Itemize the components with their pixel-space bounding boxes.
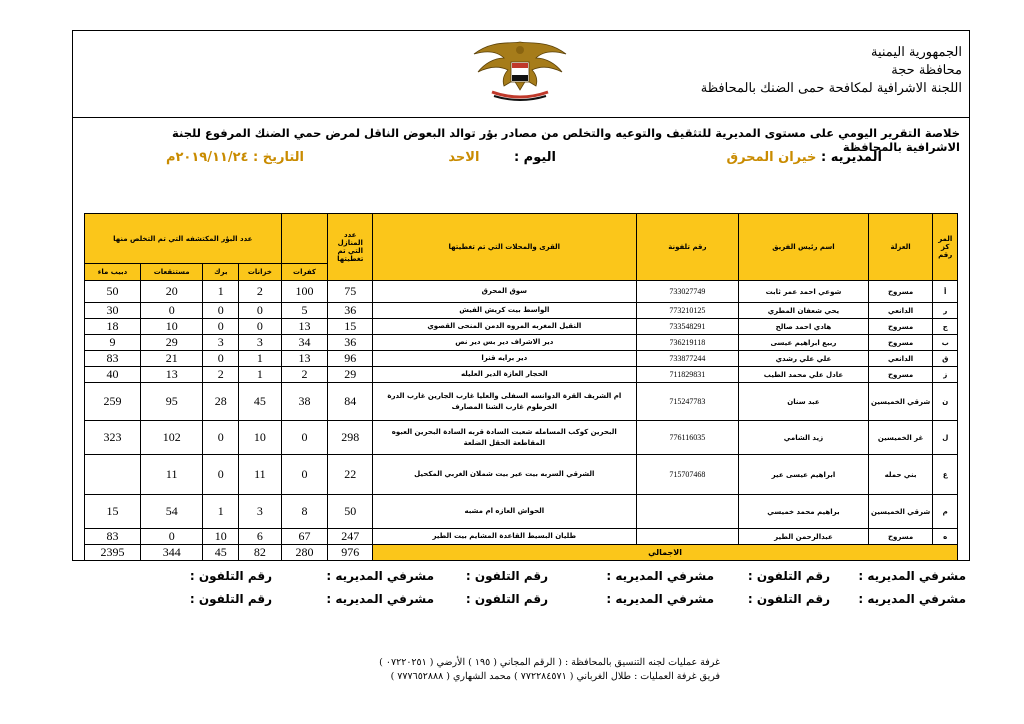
cell-tanks: 3	[239, 335, 281, 351]
total-pools: 45	[203, 545, 239, 561]
cell-leader: براهيم محمد خميسي	[739, 495, 868, 529]
cell-leader: عبدالرحمن الطير	[739, 529, 868, 545]
cell-tires: 13	[281, 319, 328, 335]
cell-barrels: 10	[140, 319, 203, 335]
cell-tires: 67	[281, 529, 328, 545]
cell-leader: هادي احمد صالح	[739, 319, 868, 335]
cell-water: 259	[85, 383, 141, 421]
table-row	[85, 319, 958, 335]
cell-code: ل	[933, 421, 958, 455]
eagle-emblem-icon	[470, 36, 570, 102]
footer-contacts	[340, 656, 720, 684]
header-block	[701, 44, 962, 98]
cell-barrels: 11	[140, 455, 203, 495]
header-country: الجمهورية اليمنية	[870, 45, 962, 60]
footer-operations-team: فريق غرفة العمليات : طلال الغرباني ( ٧٧٢٢٨٤٥٧١ ) محمد الشهاري ( ٧٧٧٦٥٢٨٨٨ )	[390, 671, 720, 682]
cell-leader: ابراهيم عيسى عير	[739, 455, 868, 495]
cell-tires: 0	[281, 455, 328, 495]
cell-pools: 2	[203, 367, 239, 383]
total-label: الاجمالي	[373, 545, 958, 561]
cell-area: مسروح	[868, 529, 933, 545]
col-phone-header: رقم تلفونة	[636, 214, 739, 281]
cell-area: الدانعي	[868, 303, 933, 319]
cell-pools: 0	[203, 421, 239, 455]
cell-phone: 715247783	[636, 383, 739, 421]
cell-phone	[636, 495, 739, 529]
cell-code: م	[933, 495, 958, 529]
cell-area: مسروح	[868, 319, 933, 335]
cell-water: 30	[85, 303, 141, 319]
cell-pools: 1	[203, 281, 239, 303]
cell-leader: يحي شعفان المطري	[739, 303, 868, 319]
header-governorate: محافظة حجة	[891, 63, 962, 78]
cell-pools: 0	[203, 319, 239, 335]
supervisor-phone-label: رقم التلفون :	[747, 592, 830, 606]
cell-tires: 100	[281, 281, 328, 303]
col-code-header: المر كز رقم	[933, 214, 958, 281]
cell-pools: 10	[203, 529, 239, 545]
cell-code: ه	[933, 529, 958, 545]
cell-pools: 0	[203, 303, 239, 319]
col-tires-top	[281, 214, 328, 264]
district-value: خيران المحرق	[726, 150, 817, 165]
cell-tanks: 10	[239, 421, 281, 455]
cell-tires: 38	[281, 383, 328, 421]
cell-water: 323	[85, 421, 141, 455]
cell-houses: 247	[328, 529, 373, 545]
cell-villages: ام الشريف القرة الدوانسه السفلى والعليا غارب الجارين غارب الدرة الخرطوم غارب الشنا المصارف	[373, 383, 636, 421]
cell-water: 83	[85, 529, 141, 545]
cell-phone: 711829831	[636, 367, 739, 383]
cell-barrels: 13	[140, 367, 203, 383]
cell-tires: 34	[281, 335, 328, 351]
cell-water: 15	[85, 495, 141, 529]
col-barrels-header: مستنقعات	[140, 264, 203, 281]
supervisor-phone-label: رقم التلفون :	[465, 569, 548, 583]
cell-water: 40	[85, 367, 141, 383]
cell-pools: 28	[203, 383, 239, 421]
cell-tanks: 45	[239, 383, 281, 421]
col-tanks-header: خزانات	[239, 264, 281, 281]
cell-water: 18	[85, 319, 141, 335]
cell-water: 9	[85, 335, 141, 351]
day-value: الاحد	[448, 150, 480, 165]
supervisor-phone-label: رقم التلفون :	[465, 592, 548, 606]
cell-tanks: 1	[239, 367, 281, 383]
cell-barrels: 0	[140, 529, 203, 545]
col-houses-header: عدد المنازل التي تم تغطيتها	[328, 214, 373, 281]
cell-area: غر الخميسين	[868, 421, 933, 455]
cell-villages: الحواش العازه ام مشبه	[373, 495, 636, 529]
cell-barrels: 21	[140, 351, 203, 367]
supervisor-phone-label: رقم التلفون :	[189, 592, 272, 606]
cell-area: مسروح	[868, 281, 933, 303]
cell-code: ن	[933, 383, 958, 421]
table-row	[85, 281, 958, 303]
date-label: التاريخ :	[253, 150, 304, 165]
cell-barrels: 0	[140, 303, 203, 319]
cell-tanks: 11	[239, 455, 281, 495]
day-field	[448, 150, 556, 165]
date-field	[166, 150, 304, 165]
total-houses: 976	[328, 545, 373, 561]
cell-leader: شوعي احمد عمر ثابت	[739, 281, 868, 303]
cell-phone: 776116035	[636, 421, 739, 455]
cell-water	[85, 455, 141, 495]
cell-villages: دير الاشراف دير بس دير نص	[373, 335, 636, 351]
table-row	[85, 495, 958, 529]
header-committee: اللجنة الاشرافية لمكافحة حمى الضنك بالمحافظة	[700, 81, 962, 96]
total-water: 2395	[85, 545, 141, 561]
cell-leader: عبد سنان	[739, 383, 868, 421]
district-field	[726, 150, 882, 165]
col-tires-header: كفرات	[281, 264, 328, 281]
cell-phone: 715707468	[636, 455, 739, 495]
supervisor-phone-label: رقم التلفون :	[747, 569, 830, 583]
cell-tanks: 6	[239, 529, 281, 545]
supervisor-label: مشرفي المديريه :	[606, 592, 714, 606]
cell-area: شرقي الخميسين	[868, 495, 933, 529]
cell-villages: سوق المحرق	[373, 281, 636, 303]
report-table	[84, 213, 958, 561]
cell-houses: 75	[328, 281, 373, 303]
col-water-header: دبيب ماء	[85, 264, 141, 281]
cell-tires: 8	[281, 495, 328, 529]
cell-code: أ	[933, 281, 958, 303]
cell-area: الدانعي	[868, 351, 933, 367]
col-area-header: العزلة	[868, 214, 933, 281]
cell-code: ق	[933, 351, 958, 367]
supervisor-label: مشرفي المديريه :	[326, 569, 434, 583]
cell-phone: 733548291	[636, 319, 739, 335]
cell-leader: ربيع ابراهيم عيسى	[739, 335, 868, 351]
cell-villages: الواسط بيت كريش الفيش	[373, 303, 636, 319]
table-row	[85, 335, 958, 351]
cell-tires: 2	[281, 367, 328, 383]
cell-barrels: 95	[140, 383, 203, 421]
cell-villages: البحرين كوكب المسامله شعبت السادة قربه السادة البحرين العبوه المقاطعة الحقل الضلعة	[373, 421, 636, 455]
col-pools-header: برك	[203, 264, 239, 281]
cell-houses: 22	[328, 455, 373, 495]
col-leader-header: اسم رئيس الفريق	[739, 214, 868, 281]
cell-leader: زيد الشامي	[739, 421, 868, 455]
cell-pools: 1	[203, 495, 239, 529]
cell-villages: الحجار العازة الدير العليله	[373, 367, 636, 383]
district-label: المديريه :	[820, 150, 882, 165]
cell-tires: 5	[281, 303, 328, 319]
cell-phone: 733027749	[636, 281, 739, 303]
cell-villages: الشرقي السربه بيت عير بيت شملان الغربي المكحيل	[373, 455, 636, 495]
cell-code: ع	[933, 455, 958, 495]
cell-code: ب	[933, 335, 958, 351]
supervisor-label: مشرفي المديريه :	[858, 569, 966, 583]
cell-pools: 3	[203, 335, 239, 351]
supervisor-label: مشرفي المديريه :	[326, 592, 434, 606]
cell-houses: 15	[328, 319, 373, 335]
cell-barrels: 29	[140, 335, 203, 351]
cell-houses: 36	[328, 303, 373, 319]
col-villages-header: القرى والمحلات التي تم تغطيتها	[373, 214, 636, 281]
report-title: خلاصة التقرير اليومي على مستوى المديرية للتثقيف والتوعيه والتخلص من مصادر بؤر توالد البعوض الناقل لمرض حمي الضنك المرفوع للجنة الاشرافية بالمحافظة	[172, 126, 960, 154]
cell-tanks: 0	[239, 319, 281, 335]
table-row	[85, 367, 958, 383]
cell-phone: 736219118	[636, 335, 739, 351]
cell-water: 83	[85, 351, 141, 367]
cell-villages: دير برايه قنرا	[373, 351, 636, 367]
table-row	[85, 351, 958, 367]
total-tanks: 82	[239, 545, 281, 561]
cell-leader: علي علي رشدي	[739, 351, 868, 367]
cell-tanks: 2	[239, 281, 281, 303]
cell-phone	[636, 529, 739, 545]
header-divider	[72, 117, 970, 118]
table-row	[85, 421, 958, 455]
footer-operations-room: غرفة عمليات لجنه التنسيق بالمحافظة : ( الرقم المجاني ( ١٩٥ ) الأرضي ( ٠٧٢٢٠٢٥١ )	[379, 657, 720, 668]
supervisor-label: مشرفي المديريه :	[606, 569, 714, 583]
cell-tanks: 0	[239, 303, 281, 319]
cell-tanks: 3	[239, 495, 281, 529]
table-row	[85, 455, 958, 495]
cell-villages: طليان البسيط القاعدة المشايم بيت الطير	[373, 529, 636, 545]
cell-pools: 0	[203, 351, 239, 367]
cell-phone: 733877244	[636, 351, 739, 367]
total-barrels: 344	[140, 545, 203, 561]
cell-houses: 298	[328, 421, 373, 455]
cell-code: ر	[933, 303, 958, 319]
table-row	[85, 383, 958, 421]
cell-houses: 84	[328, 383, 373, 421]
cell-area: مسروح	[868, 367, 933, 383]
total-row	[85, 545, 958, 561]
date-value: ٢٠١٩/١١/٢٤م	[165, 150, 249, 165]
cell-houses: 29	[328, 367, 373, 383]
cell-barrels: 102	[140, 421, 203, 455]
table-row	[85, 529, 958, 545]
cell-houses: 50	[328, 495, 373, 529]
cell-area: مسروح	[868, 335, 933, 351]
cell-pools: 0	[203, 455, 239, 495]
cell-phone: 773210125	[636, 303, 739, 319]
cell-tanks: 1	[239, 351, 281, 367]
supervisor-phone-label: رقم التلفون :	[189, 569, 272, 583]
cell-villages: النقيل المغربه المروه الدمن المنحى القصوي	[373, 319, 636, 335]
supervisor-label: مشرفي المديريه :	[858, 592, 966, 606]
cell-houses: 36	[328, 335, 373, 351]
total-tires: 280	[281, 545, 328, 561]
table-row	[85, 303, 958, 319]
cell-barrels: 20	[140, 281, 203, 303]
day-label: اليوم :	[513, 150, 556, 165]
cell-houses: 96	[328, 351, 373, 367]
cell-water: 50	[85, 281, 141, 303]
cell-barrels: 54	[140, 495, 203, 529]
cell-area: شرقي الخميسين	[868, 383, 933, 421]
cell-leader: عادل علي محمد الطيب	[739, 367, 868, 383]
cell-tires: 13	[281, 351, 328, 367]
cell-area: بني حمله	[868, 455, 933, 495]
cell-tires: 0	[281, 421, 328, 455]
cell-code: ز	[933, 367, 958, 383]
cell-code: ج	[933, 319, 958, 335]
col-sources-group-header: عدد البؤر المكتشفه التي تم التخلص منها	[85, 214, 282, 264]
